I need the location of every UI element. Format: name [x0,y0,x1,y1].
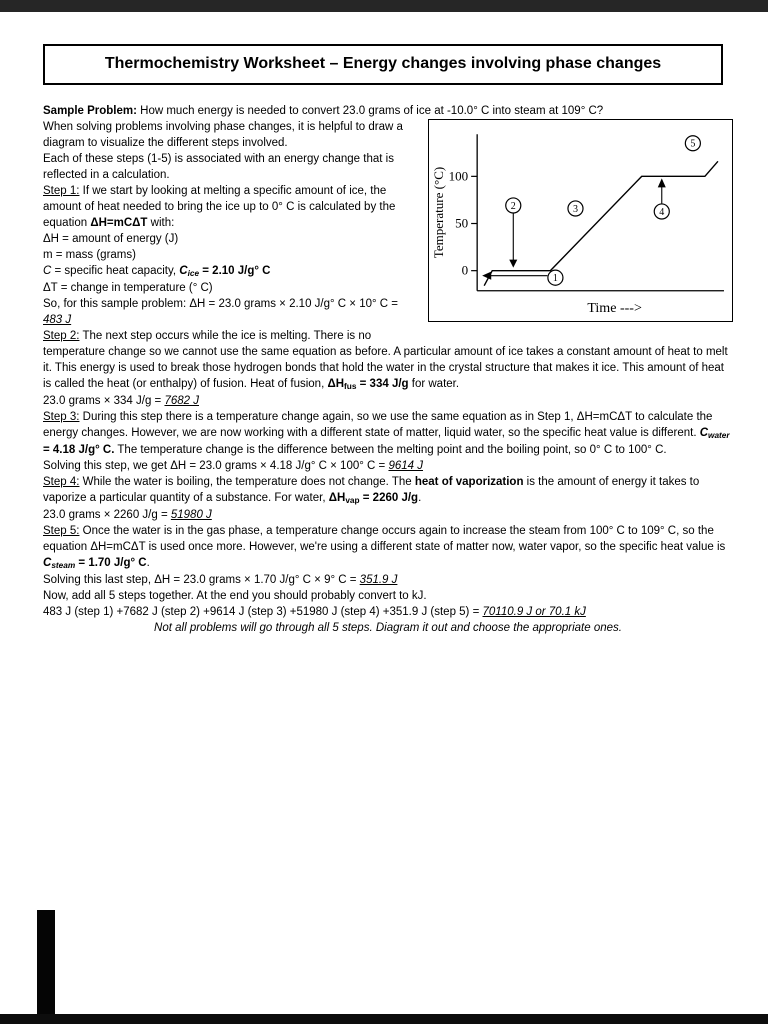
y-tick-label-100: 100 [448,168,469,184]
step-marker-3 [568,201,583,216]
scan-artifact-top-bar [0,0,768,12]
heating-curve-line [484,161,718,285]
step-1-arrowhead-icon [482,272,491,280]
sum-intro: Now, add all 5 steps together. At the end you should probably convert to kJ. [43,590,427,602]
step-4-paragraph: Step 4: While the water is boiling, the temperature does not change. The heat of vaporization is the amount of energy it takes to vaporize a particular quantity of a substance. For water, ΔHvap = 2260 J/g. [43,476,700,506]
worksheet-body [43,103,733,636]
step-marker-1 [482,270,563,285]
heating-curve-diagram [428,119,733,322]
step-2-number: 2 [510,200,516,212]
intro-paragraph-2: Each of these steps (1-5) is associated with an energy change that is reflected in a calculation. [43,153,394,181]
step-5-paragraph: Step 5: Once the water is in the gas phase, a temperature change occurs again to increase the steam from 100° C to 109° C, so the equation ΔH=mCΔT is used once more. However, we're using a different state of matter now, water vapor, so the specific heat value is Csteam = 1.70 J/g° C. [43,525,726,571]
step-1-number: 1 [552,273,558,285]
intro-paragraph-1: When solving problems involving phase changes, it is helpful to draw a diagram to visualize the different steps involved. [43,121,403,149]
step-5-calculation: Solving this last step, ΔH = 23.0 grams × 1.70 J/g° C × 9° C = 351.9 J [43,574,398,586]
step-marker-2 [506,198,521,268]
step-1-calculation: So, for this sample problem: ΔH = 23.0 grams × 2.10 J/g° C × 10° C = 483 J [43,298,399,326]
step-marker-4 [654,178,669,219]
step-1-paragraph: Step 1: If we start by looking at melting a specific amount of ice, the amount of heat needed to bring the ice up to 0° C is calculated by the equation ΔH=mCΔT with: [43,185,396,229]
step-5-number: 5 [690,138,696,150]
step-4-arrowhead-icon [658,178,666,187]
y-tick-label-50: 50 [455,215,469,231]
step-1-def-dt: ΔT = change in temperature (° C) [43,282,213,294]
step-1-def-m: m = mass (grams) [43,249,136,261]
footnote: Not all problems will go through all 5 steps. Diagram it out and choose the appropriate ones. [154,622,622,634]
step-2-paragraph: Step 2: The next step occurs while the ice is melting. There is no temperature change so we cannot use the same equation as before. A particular amount of ice takes a constant amount of heat to melt it. This energy is used to break those hydrogen bonds that hold the water in the crystal structure that makes it ice. This amount of heat is called the heat (or enthalpy) of fusion. Heat of fusion, ΔHfus = 334 J/g for water. [43,330,728,392]
step-3-number: 3 [572,203,578,215]
page-title: Thermochemistry Worksheet – Energy changes involving phase changes [104,55,662,72]
sum-calculation: 483 J (step 1) +7682 J (step 2) +9614 J (step 3) +51980 J (step 4) +351.9 J (step 5) = 70110.9 J or 70.1 kJ [43,606,586,618]
step-4-number: 4 [659,206,665,218]
scan-artifact-left-bar [37,910,55,1014]
scan-artifact-bottom-bar [0,1014,768,1024]
step-3-paragraph: Step 3: During this step there is a temperature change again, so we use the same equation as in Step 1, ΔH=mCΔT to calculate the energy changes. However, we are now working with a different state of matter, liquid water, so the specific heat value is different. Cwater = 4.18 J/g° C. The temperature change is the difference between the melting point and the boiling point, so 0° C to 100° C. [43,411,730,456]
x-axis-label: Time ---> [587,299,642,316]
worksheet-title-box [43,44,723,85]
step-2-calculation: 23.0 grams × 334 J/g = 7682 J [43,395,199,407]
step-marker-5 [685,136,700,151]
sample-problem-text: Sample Problem: How much energy is needed to convert 23.0 grams of ice at -10.0° C into steam at 109° C? [43,105,604,117]
step-4-calculation: 23.0 grams × 2260 J/g = 51980 J [43,509,212,521]
y-tick-label-0: 0 [461,262,469,278]
step-1-def-dh: ΔH = amount of energy (J) [43,233,179,245]
y-axis-label: Temperature (°C) [431,166,447,259]
step-1-def-c: C = specific heat capacity, Cice = 2.10 J/g° C [43,265,271,279]
heating-curve-svg [429,120,732,321]
step-3-calculation: Solving this step, we get ΔH = 23.0 grams × 4.18 J/g° C × 100° C = 9614 J [43,460,423,472]
step-2-arrowhead-icon [509,260,517,268]
